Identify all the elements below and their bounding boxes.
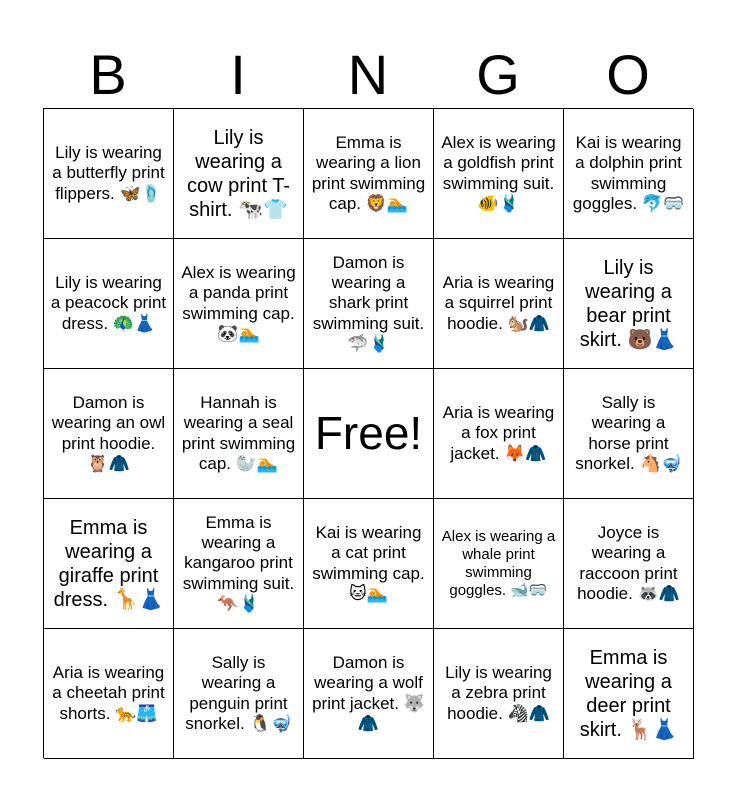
bingo-cell[interactable] [44, 369, 174, 499]
bingo-cell[interactable] [564, 369, 694, 499]
bingo-cell[interactable] [564, 629, 694, 759]
bingo-cell[interactable] [174, 629, 304, 759]
cell-text: Joyce is wearing a raccoon print hoodie. 🦝🧥 [577, 522, 680, 603]
cell-text: Kai is wearing a cat print swimming cap. 🐱🏊 [312, 522, 425, 603]
bingo-cell[interactable] [174, 499, 304, 629]
cell-text: Damon is wearing a wolf print jacket. 🐺🧥 [312, 652, 425, 733]
cell-text: Aria is wearing a fox print jacket. 🦊🧥 [442, 402, 555, 463]
bingo-cell[interactable] [174, 239, 304, 369]
free-space-cell[interactable] [304, 369, 434, 499]
bingo-cell[interactable] [44, 499, 174, 629]
bingo-cell[interactable] [434, 369, 564, 499]
bingo-cell[interactable] [434, 629, 564, 759]
cell-text: Aria is wearing a squirrel print hoodie. 🐿️🧥 [442, 272, 555, 333]
bingo-cell[interactable] [174, 369, 304, 499]
bingo-cell[interactable] [44, 239, 174, 369]
bingo-cell[interactable] [564, 499, 694, 629]
cell-text: Hannah is wearing a seal print swimming cap. 🦭🏊 [181, 392, 296, 473]
cell-text: Aria is wearing a cheetah print shorts. 🐆🩳 [52, 662, 165, 723]
bingo-cell[interactable] [434, 239, 564, 369]
bingo-cell[interactable] [564, 109, 694, 239]
bingo-board [43, 108, 693, 758]
cell-text: Emma is wearing a kangaroo print swimming suit. 🦘🩱 [182, 512, 295, 614]
cell-text: Alex is wearing a panda print swimming cap. 🐼🏊 [181, 262, 296, 343]
cell-text: Lily is wearing a peacock print dress. 🦚👗 [50, 272, 167, 333]
bingo-cell[interactable] [564, 239, 694, 369]
cell-text: Emma is wearing a lion print swimming cap. 🦁🏊 [311, 132, 426, 213]
cell-text: Alex is wearing a goldfish print swimming suit. 🐠🩱 [441, 132, 556, 213]
header-letter-b: B [89, 43, 127, 106]
bingo-cell[interactable] [304, 239, 434, 369]
cell-text: Emma is wearing a giraffe print dress. 🦒👗 [53, 516, 164, 611]
bingo-cell[interactable] [304, 499, 434, 629]
bingo-cell[interactable] [44, 109, 174, 239]
bingo-cell[interactable] [434, 109, 564, 239]
cell-text: Damon is wearing an owl print hoodie. 🦉🧥 [51, 392, 166, 473]
header-letter-g: G [476, 43, 520, 106]
bingo-cell[interactable] [304, 109, 434, 239]
bingo-cell[interactable] [174, 109, 304, 239]
cell-text: Lily is wearing a butterfly print flippers. 🦋🩴 [52, 142, 165, 203]
cell-text: Emma is wearing a deer print skirt. 🦌👗 [579, 646, 678, 741]
cell-text: Kai is wearing a dolphin print swimming goggles. 🐬🥽 [572, 132, 685, 213]
header-letter-i: I [230, 43, 246, 106]
cell-text: Alex is wearing a whale print swimming goggles. 🐋🥽 [441, 527, 556, 599]
header-letter-o: O [606, 43, 650, 106]
bingo-cell[interactable] [304, 629, 434, 759]
cell-text: Lily is wearing a cow print T-shirt. 🐄👕 [187, 126, 290, 221]
cell-text: Sally is wearing a penguin print snorkel. 🐧🤿 [185, 652, 292, 733]
free-space-text: Free! [314, 406, 423, 459]
cell-text: Lily is wearing a bear print skirt. 🐻👗 [579, 256, 678, 351]
header-letter-n: N [347, 43, 389, 106]
bingo-cell[interactable] [434, 499, 564, 629]
cell-text: Damon is wearing a shark print swimming suit. 🦈🩱 [312, 252, 425, 354]
bingo-header [43, 42, 693, 108]
bingo-cell[interactable] [44, 629, 174, 759]
cell-text: Sally is wearing a horse print snorkel. 🐴🤿 [575, 392, 682, 473]
cell-text: Lily is wearing a zebra print hoodie. 🦓🧥 [445, 662, 552, 723]
